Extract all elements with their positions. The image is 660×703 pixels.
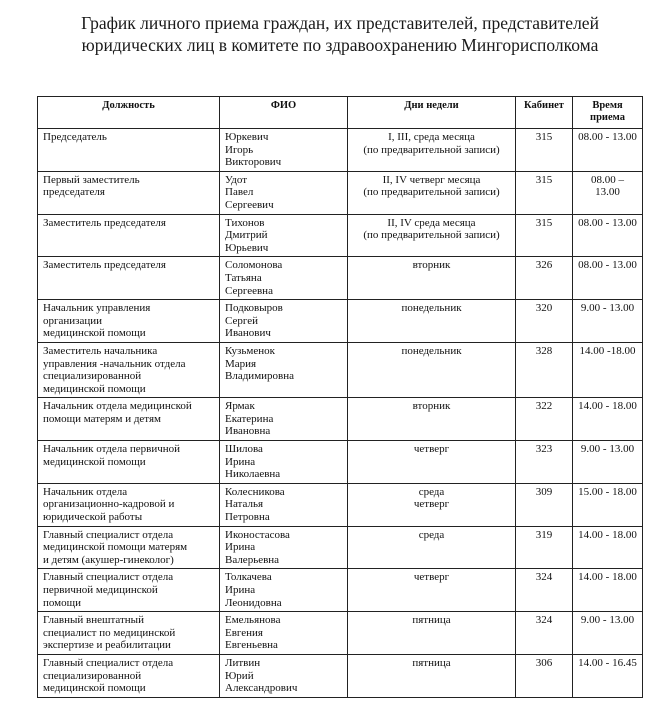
cell-time: 15.00 - 18.00 (573, 483, 643, 526)
header-name: ФИО (220, 97, 348, 129)
cell-name: Тихонов Дмитрий Юрьевич (220, 214, 348, 257)
cell-name: Шилова Ирина Николаевна (220, 441, 348, 484)
cell-position: Председатель (38, 129, 220, 172)
table-row (38, 171, 643, 214)
header-time: Время приема (573, 97, 643, 129)
cell-time: 08.00 - 13.00 (573, 129, 643, 172)
cell-room: 326 (516, 257, 573, 300)
cell-name: Иконостасова Ирина Валерьевна (220, 526, 348, 569)
table-row (38, 342, 643, 397)
cell-name: Ярмак Екатерина Ивановна (220, 398, 348, 441)
cell-days: II, IV четверг месяца (по предварительной записи) (348, 171, 516, 214)
cell-days: I, III, среда месяца (по предварительной записи) (348, 129, 516, 172)
cell-name: Колесникова Наталья Петровна (220, 483, 348, 526)
cell-room: 322 (516, 398, 573, 441)
cell-time: 9.00 - 13.00 (573, 612, 643, 655)
cell-time: 9.00 - 13.00 (573, 300, 643, 343)
cell-name: Подковыров Сергей Иванович (220, 300, 348, 343)
title-line-2: юридических лиц в комитете по здравоохранению Мингорисполкома (81, 35, 599, 55)
cell-days: понедельник (348, 342, 516, 397)
cell-days: понедельник (348, 300, 516, 343)
cell-position: Начальник управления организации медицинской помощи (38, 300, 220, 343)
cell-name: Кузьменок Мария Владимировна (220, 342, 348, 397)
table-header-row (38, 97, 643, 129)
table-row (38, 441, 643, 484)
cell-room: 324 (516, 569, 573, 612)
cell-days: четверг (348, 441, 516, 484)
cell-position: Главный специалист отдела медицинской помощи матерям и детям (акушер-гинеколог) (38, 526, 220, 569)
cell-time: 08.00 - 13.00 (573, 257, 643, 300)
cell-time: 08.00 - 13.00 (573, 214, 643, 257)
table-row (38, 257, 643, 300)
cell-position: Начальник отдела медицинской помощи матерям и детям (38, 398, 220, 441)
cell-position: Главный специалист отдела первичной медицинской помощи (38, 569, 220, 612)
document-title (40, 12, 640, 56)
cell-name: Емельянова Евгения Евгеньевна (220, 612, 348, 655)
cell-position: Заместитель председателя (38, 257, 220, 300)
cell-name: Литвин Юрий Александрович (220, 654, 348, 697)
cell-time: 9.00 - 13.00 (573, 441, 643, 484)
cell-room: 328 (516, 342, 573, 397)
cell-days: вторник (348, 398, 516, 441)
cell-position: Первый заместитель председателя (38, 171, 220, 214)
table-row (38, 300, 643, 343)
cell-position: Начальник отдела организационно-кадровой и юридической работы (38, 483, 220, 526)
cell-time: 08.00 – 13.00 (573, 171, 643, 214)
title-line-1: График личного приема граждан, их представителей, представителей (81, 13, 599, 33)
cell-position: Заместитель начальника управления -начальник отдела специализированной медицинской помощи (38, 342, 220, 397)
cell-room: 309 (516, 483, 573, 526)
table-row (38, 654, 643, 697)
cell-time: 14.00 - 18.00 (573, 569, 643, 612)
cell-days: среда (348, 526, 516, 569)
cell-days: пятница (348, 612, 516, 655)
cell-days: четверг (348, 569, 516, 612)
cell-time: 14.00 -18.00 (573, 342, 643, 397)
cell-days: II, IV среда месяца (по предварительной записи) (348, 214, 516, 257)
cell-days: пятница (348, 654, 516, 697)
header-position: Должность (38, 97, 220, 129)
cell-room: 324 (516, 612, 573, 655)
cell-name: Удот Павел Сергеевич (220, 171, 348, 214)
cell-room: 323 (516, 441, 573, 484)
cell-time: 14.00 - 18.00 (573, 398, 643, 441)
cell-days: вторник (348, 257, 516, 300)
header-room: Кабинет (516, 97, 573, 129)
cell-room: 306 (516, 654, 573, 697)
cell-position: Главный специалист отдела специализированной медицинской помощи (38, 654, 220, 697)
cell-position: Заместитель председателя (38, 214, 220, 257)
table-row (38, 398, 643, 441)
cell-time: 14.00 - 16.45 (573, 654, 643, 697)
cell-position: Главный внештатный специалист по медицинской экспертизе и реабилитации (38, 612, 220, 655)
cell-room: 315 (516, 129, 573, 172)
table-row (38, 214, 643, 257)
table-row (38, 569, 643, 612)
cell-room: 315 (516, 171, 573, 214)
table-row (38, 612, 643, 655)
cell-name: Толкачева Ирина Леонидовна (220, 569, 348, 612)
table-row (38, 526, 643, 569)
cell-room: 319 (516, 526, 573, 569)
cell-time: 14.00 - 18.00 (573, 526, 643, 569)
cell-days: среда четверг (348, 483, 516, 526)
cell-position: Начальник отдела первичной медицинской помощи (38, 441, 220, 484)
reception-schedule-table (37, 96, 643, 698)
header-days: Дни недели (348, 97, 516, 129)
table-body (38, 129, 643, 698)
table-row (38, 129, 643, 172)
cell-name: Соломонова Татьяна Сергеевна (220, 257, 348, 300)
cell-name: Юркевич Игорь Викторович (220, 129, 348, 172)
cell-room: 315 (516, 214, 573, 257)
cell-room: 320 (516, 300, 573, 343)
table-row (38, 483, 643, 526)
